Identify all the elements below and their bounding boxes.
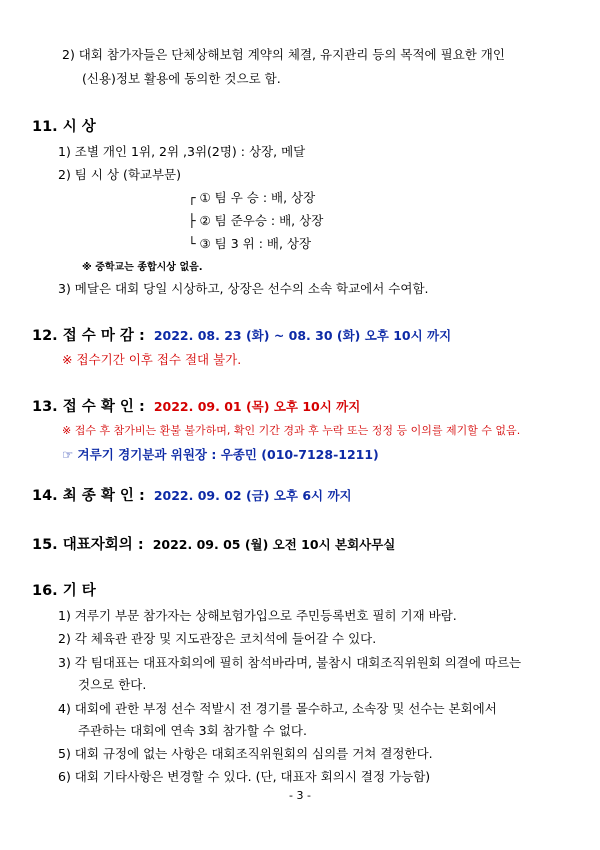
section-12-title: 12. 접 수 마 감 : xyxy=(32,328,145,344)
list-item: 5) 대회 규정에 없는 사항은 대회조직위원회의 심의를 거쳐 결정한다. xyxy=(58,746,433,761)
list-item: 3) 각 팀대표는 대표자회의에 필히 참석바라며, 불참시 대회조직위원회 의결에 따르는 xyxy=(58,655,522,670)
section-14-heading xyxy=(32,487,352,505)
list-item: 2) 각 체육관 관장 및 지도관장은 코치석에 들어갈 수 있다. xyxy=(58,631,377,646)
section-15-date: 2022. 09. 05 (월) 오전 10시 본회사무실 xyxy=(152,537,396,552)
section-13-date: 2022. 09. 01 (목) 오후 10시 까지 xyxy=(153,399,361,414)
list-item: 6) 대회 기타사항은 변경할 수 있다. (단, 대표자 회의시 결정 가능함) xyxy=(58,769,431,784)
paragraph-line: 2) 대회 참가자들은 단체상해보험 계약의 체결, 유지관리 등의 목적에 필요한 개인 xyxy=(62,47,505,62)
team-award-line: └ ③ 팀 3 위 : 배, 상장 xyxy=(188,236,312,251)
list-item: 3) 메달은 대회 당일 시상하고, 상장은 선수의 소속 학교에서 수여함. xyxy=(58,281,429,296)
list-item: 1) 조별 개인 1위, 2위 ,3위(2명) : 상장, 메달 xyxy=(58,144,306,159)
contact-info: ☞ 겨루기 경기분과 위원장 : 우종민 (010-7128-1211) xyxy=(62,447,379,462)
list-item: 4) 대회에 관한 부정 선수 적발시 전 경기를 몰수하고, 소속장 및 선수는 본회에서 xyxy=(58,701,497,716)
page-number: - 3 - xyxy=(289,789,311,802)
warning-note: ※ 접수기간 이후 접수 절대 불가. xyxy=(62,352,242,367)
section-13-title: 13. 접 수 확 인 : xyxy=(32,399,145,415)
team-award-line: ├ ② 팀 준우승 : 배, 상장 xyxy=(188,213,324,228)
section-15-title: 15. 대표자회의 : xyxy=(32,537,144,553)
section-12-heading xyxy=(32,327,451,345)
list-item: 2) 팀 시 상 (학교부문) xyxy=(58,167,182,182)
section-15-heading xyxy=(32,536,395,554)
section-12-date: 2022. 08. 23 (화) ~ 08. 30 (화) 오후 10시 까지 xyxy=(153,328,452,343)
section-11-heading: 11. 시 상 xyxy=(32,119,96,135)
warning-note: ※ 접수 후 참가비는 환불 불가하며, 확인 기간 경과 후 누락 또는 정정 등 이의를 제기할 수 없음. xyxy=(62,424,521,437)
paragraph-line: (신용)정보 활용에 동의한 것으로 함. xyxy=(82,71,281,86)
note: ※ 중학교는 종합시상 없음. xyxy=(82,262,203,273)
list-item: 1) 겨루기 부문 참가자는 상해보험가입으로 주민등록번호 필히 기재 바람. xyxy=(58,608,457,623)
team-award-line: ┌ ① 팀 우 승 : 배, 상장 xyxy=(188,190,316,205)
list-item-continued: 것으로 한다. xyxy=(78,677,147,692)
section-16-heading: 16. 기 타 xyxy=(32,583,96,599)
list-item-continued: 주관하는 대회에 연속 3회 참가할 수 없다. xyxy=(78,723,307,738)
section-14-title: 14. 최 종 확 인 : xyxy=(32,488,145,504)
section-13-heading xyxy=(32,398,360,416)
section-14-date: 2022. 09. 02 (금) 오후 6시 까지 xyxy=(153,488,352,503)
